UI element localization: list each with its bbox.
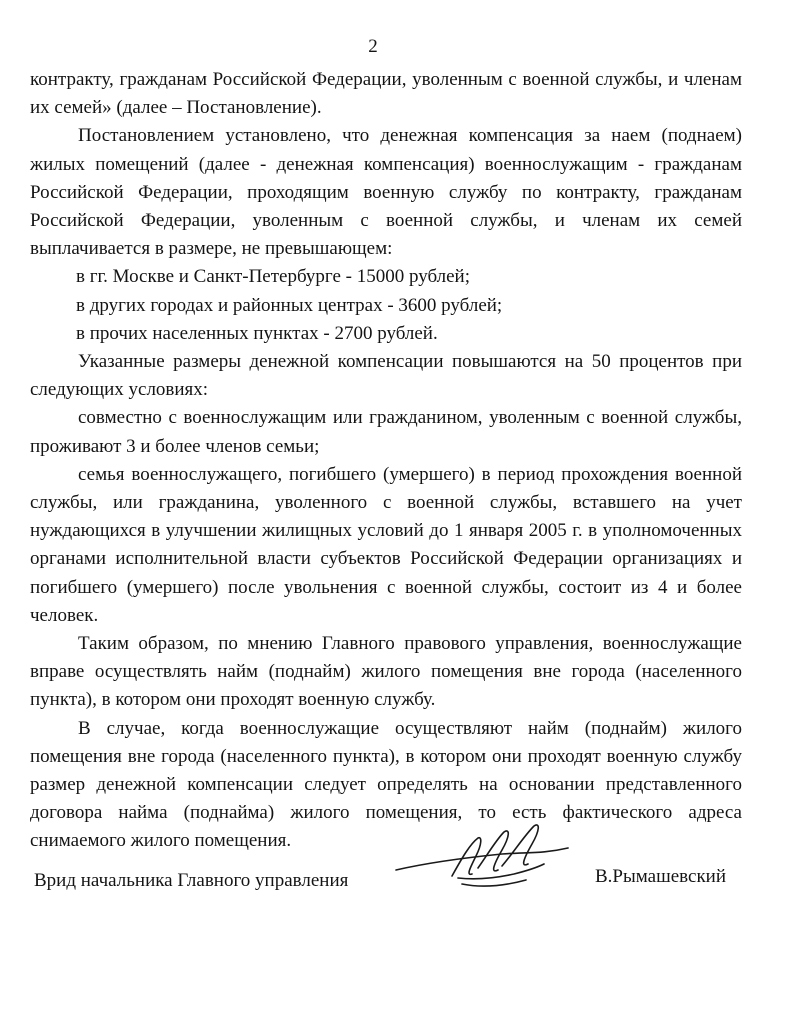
paragraph-condition-1: совместно с военнослужащим или гражданином, уволенным с военной службы, проживают 3 и более членов семьи; <box>30 407 742 457</box>
paragraph-increase: Указанные размеры денежной компенсации повышаются на 50 процентов при следующих условиях: <box>30 351 742 401</box>
page-number: 2 <box>368 36 378 57</box>
list-item-other-settlements: в прочих населенных пунктах - 2700 рублей. <box>76 322 438 344</box>
paragraph-resolution: Постановлением установлено, что денежная компенсация за наем (поднаем) жилых помещений (далее - денежная компенсация) военнослужащим - гражданам Российской Федерации, проходящим военную службу по контракту, гражданам Российской Федерации, уволенным с военной службы, и членам их семей выплачивается в размере, не превышающем: <box>30 125 742 260</box>
list-item-other-cities: в других городах и районных центрах - 3600 рублей; <box>76 294 503 316</box>
list-item-moscow-spb: в гг. Москве и Санкт-Петербурге - 15000 рублей; <box>76 266 471 288</box>
signatory-title: Врид начальника Главного управления <box>34 870 349 891</box>
paragraph-continuation: контракту, гражданам Российской Федерации, уволенным с военной службы, и членам их семей» (далее – Постановление). <box>30 69 742 119</box>
document-body <box>30 66 742 856</box>
paragraph-conclusion: Таким образом, по мнению Главного правового управления, военнослужащие вправе осуществлять найм (поднайм) жилого помещения вне города (населенного пункта), в котором они проходят военную службу. <box>30 633 742 711</box>
paragraph-case: В случае, когда военнослужащие осуществляют найм (поднайм) жилого помещения вне города (населенного пункта), в котором они проходят военную службу размер денежной компенсации следует определять на основании представленного договора найма (поднайма) жилого помещения, то есть фактического адреса снимаемого жилого помещения. <box>30 717 742 852</box>
paragraph-condition-2: семья военнослужащего, погибшего (умершего) в период прохождения военной службы, или гражданина, уволенного с военной службы, вставшего на учет нуждающихся в улучшении жилищных условий до 1 января 2005 г. в уполномоченных органами исполнительной власти субъектов Российской Федерации организациях и погибшего (умершего) после увольнения с военной службы, состоит из 4 и более человек. <box>30 463 742 626</box>
signatory-name: В.Рымашевский <box>595 866 727 887</box>
handwritten-signature <box>392 818 578 898</box>
